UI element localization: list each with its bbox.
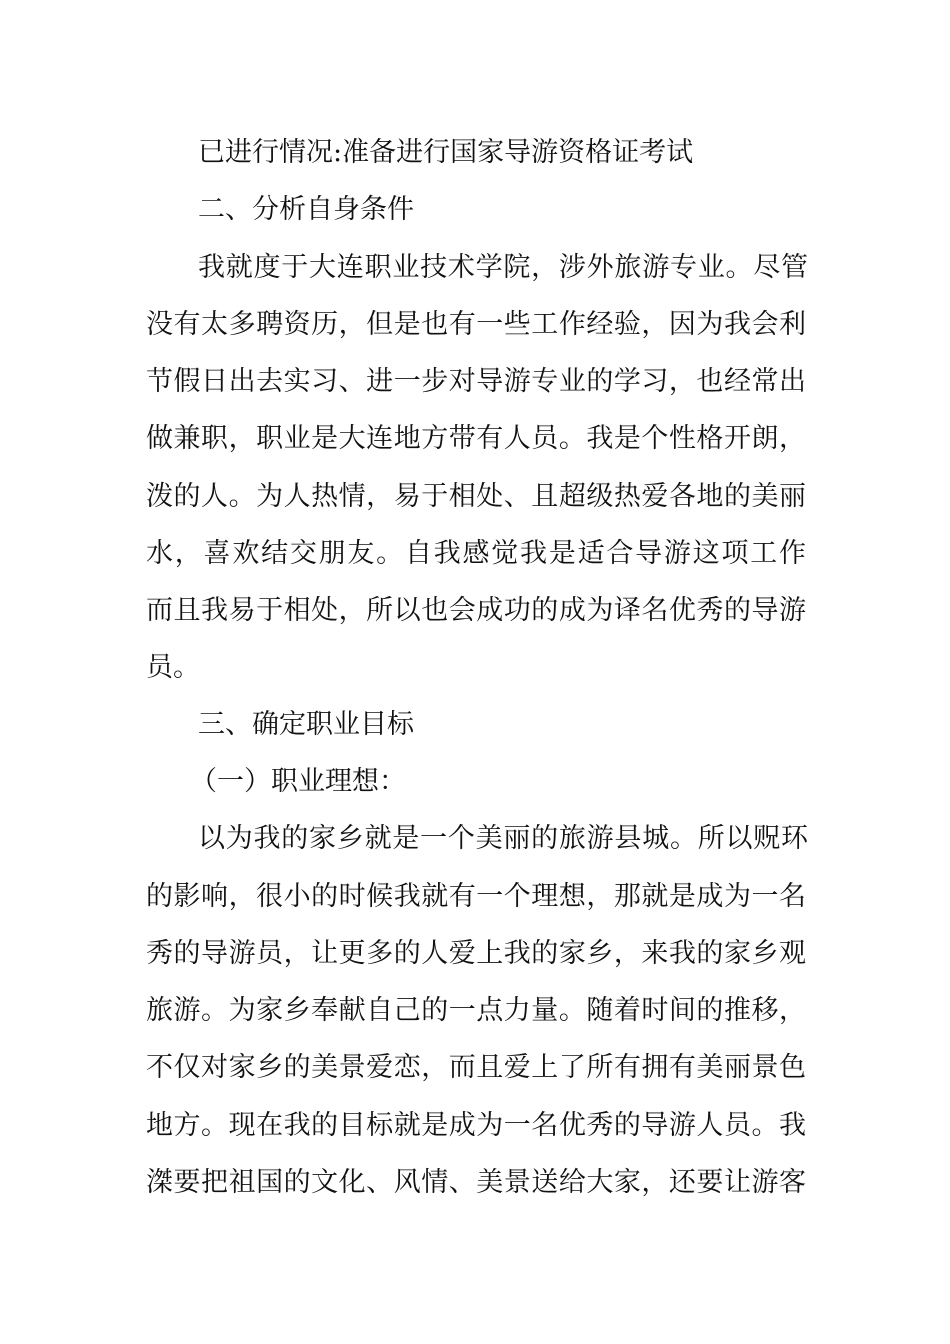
paragraph-line: 不仅对家乡的美景爱恋，而且爱上了所有拥有美丽景色 [146,1052,806,1083]
paragraph-line: 做兼职，职业是大连地方带有人员。我是个性格开朗， [146,423,806,454]
paragraph-line: 旅游。为家乡奉献自己的一点力量。随着时间的推移， [146,995,806,1026]
paragraph-line: 地方。现在我的目标就是成为一名优秀的导游人员。我 [146,1110,806,1141]
paragraph-line: 员。 [146,652,200,683]
paragraph-line: 滐要把祖国的文化、风情、美景送给大家，还要让游客 [146,1167,806,1198]
status-line: 已进行情况:准备进行国家导游资格证考试 [198,137,694,168]
paragraph-line: 泼的人。为人热情，易于相处、且超级热爱各地的美丽 [146,481,806,512]
paragraph-line: 节假日出去实习、进一步对导游专业的学习，也经常出 [146,366,806,397]
paragraph-line: 的影响，很小的时候我就有一个理想，那就是成为一名 [146,881,806,912]
paragraph-line: 秀的导游员，让更多的人爱上我的家乡，来我的家乡观 [146,938,806,969]
paragraph-line: 没有太多聘资历，但是也有一些工作经验，因为我会利 [146,309,806,340]
paragraph-line: 水，喜欢结交朋友。自我感觉我是适合导游这项工作 [146,538,806,569]
paragraph-line: 而且我易于相处，所以也会成功的成为译名优秀的导游 [146,595,806,626]
paragraph-line: 以为我的家乡就是一个美丽的旅游县城。所以贶环 [198,823,808,854]
section-heading-career-goal: 三、确定职业目标 [198,709,414,740]
section-heading-self-analysis: 二、分析自身条件 [198,194,414,225]
paragraph-line: 我就度于大连职业技术学院，涉外旅游专业。尽管 [198,252,808,283]
subsection-heading-career-ideal: （一）职业理想： [190,766,406,797]
